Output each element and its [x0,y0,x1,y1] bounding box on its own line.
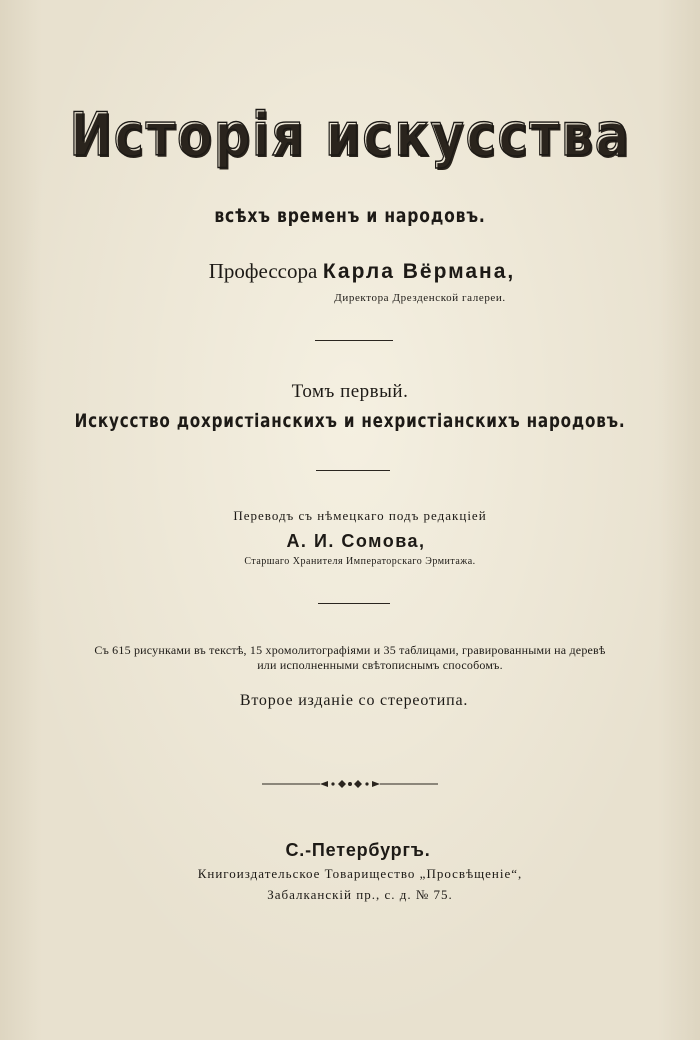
illustrations-line: Съ 615 рисунками въ текстѣ, 15 хромолитографіями и 35 таблицами, гравированными на деревѣ [94,643,606,657]
book-title: Исторія искусства [69,100,631,170]
author-name: Карла Вёрмана, [322,260,516,283]
imprint-city: С.-Петербургъ. [285,840,431,860]
author-role: Директора Дрезденской галереи. [334,292,506,304]
ornament-divider [262,777,438,791]
editor-name: А. И. Сомова, [286,531,426,551]
editor-role: Старшаго Хранителя Императорскаго Эрмитажа. [244,556,476,567]
divider-rule [318,603,390,604]
author-line [0,258,700,284]
edition-note: Второе изданіе со стереотипа. [239,692,469,709]
volume-number: Томъ первый. [291,381,409,402]
book-subtitle: всѣхъ временъ и народовъ. [214,205,486,227]
author-prefix: Профессора [208,259,318,283]
divider-rule [315,340,393,341]
volume-title: Искусство дохристіанскихъ и нехристіанскихъ народовъ. [74,410,626,432]
illustrations-line: или исполненными свѣтописнымъ способомъ. [257,658,503,672]
translation-note: Переводъ съ нѣмецкаго подъ редакціей [233,508,487,523]
imprint-address: Забалканскій пр., с. д. № 75. [267,887,453,902]
divider-rule [316,470,390,471]
imprint-publisher: Книгоиздательское Товарищество „Просвѣщеніе“, [197,866,523,881]
